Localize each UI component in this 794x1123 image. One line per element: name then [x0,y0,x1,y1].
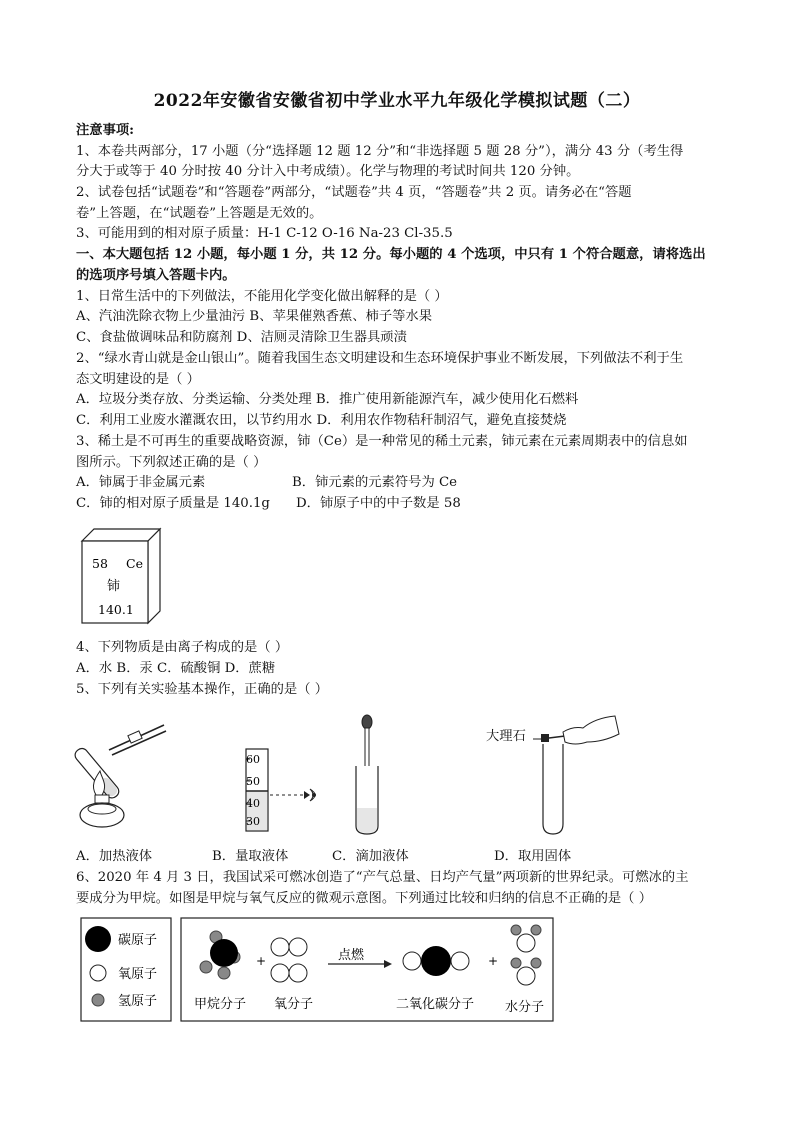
cylinder-tick-40: 40 [246,797,260,810]
q3-option-d: D．铈原子中的中子数是 58 [296,496,461,511]
oxygen-molecule-label: 氧分子 [274,997,314,1012]
methane-label: 甲烷分子 [194,997,247,1012]
q5-stem: 5、下列有关实验基本操作，正确的是（ ） [76,682,329,697]
section-1-instruction: 一、本大题包括 12 小题，每小题 1 分，共 12 分。每小题的 4 个选项，中只有 1 个符合题意，请将选出 [76,247,706,262]
plus-1: + [256,954,267,968]
q3-stem-cont: 图所示。下列叙述正确的是（ ） [76,455,267,470]
hydrogen-atom-icon [92,994,104,1006]
heating-liquid-figure [74,715,174,835]
cylinder-tick-50: 50 [246,775,260,788]
q5-option-c: C．滴加液体 [332,849,409,864]
note-1a: 1、本卷共两部分，17 小题（分“选择题 12 题 12 分”和“非选择题 5 题 28 分”），满分 43 分（考生得 [76,144,684,159]
q4-stem: 4、下列物质是由离子构成的是（ ） [76,640,289,655]
measuring-cylinder-figure [236,745,336,835]
legend-carbon: 碳原子 [118,933,158,948]
cell-element-name: 铈 [107,579,121,594]
cylinder-tick-30: 30 [246,815,260,828]
note-3: 3、可能用到的相对原子质量：H-1 C-12 O-16 Na-23 Cl-35.5 [76,226,453,241]
q2-stem: 2、“绿水青山就是金山银山”。随着我国生态文明建设和生态环境保护事业不断发展，下列做法不利于生 [76,351,684,366]
q1-options-cd: C、食盐做调味品和防腐剂 D、洁厕灵清除卫生器具顽渍 [76,330,407,345]
q4-options: A．水 B．汞 C．硫酸铜 D．蔗糖 [76,661,276,676]
cell-symbol: Ce [126,556,143,571]
q2-stem-cont: 态文明建设的是（ ） [76,372,200,387]
cylinder-tick-60: 60 [246,753,260,766]
reaction-diagram [180,917,554,1022]
co2-label: 二氧化碳分子 [396,997,475,1012]
q3-option-c: C．铈的相对原子质量是 140.1g [76,496,270,511]
q5-option-d: D．取用固体 [494,849,572,864]
q1-options-ab: A、汽油洗除衣物上少量油污 B、苹果催熟香蕉、柿子等水果 [76,309,433,324]
water-label: 水分子 [505,1000,545,1015]
plus-2: + [488,954,499,968]
q6-stem-cont: 要成分为甲烷。如图是甲烷与氧气反应的微观示意图。下列通过比较和归纳的信息不正确的是（ ） [76,891,652,906]
notes-heading: 注意事项: [76,123,135,138]
reaction-condition: 点燃 [338,948,365,963]
note-1b: 分大于或等于 40 分时按 40 分计入中考成绩）。化学与物理的考试时间共 120 分钟。 [76,164,580,179]
q3-stem: 3、稀土是不可再生的重要战略资源，铈（Ce）是一种常见的稀土元素，铈元素在元素周期表中的信息如 [76,434,688,449]
periodic-cell-figure [76,525,166,625]
q2-options-ab: A．垃圾分类存放、分类运输、分类处理 B．推广使用新能源汽车，减少使用化石燃料 [76,392,579,407]
note-2a: 2、试卷包括“试题卷”和“答题卷”两部分，“试题卷”共 4 页，“答题卷”共 2 页。请务必在“答题 [76,185,632,200]
q2-options-cd: C．利用工业废水灌溉农田，以节约用水 D．利用农作物秸秆制沼气，避免直接焚烧 [76,413,567,428]
note-2b: 卷”上答题，在“试题卷”上答题是无效的。 [76,206,323,221]
q5-option-a: A．加热液体 [76,849,153,864]
q3-option-b: B．铈元素的元素符号为 Ce [292,475,458,490]
solid-taking-figure [525,712,625,837]
oxygen-atom-icon [90,965,106,981]
q1-stem: 1、日常生活中的下列做法，不能用化学变化做出解释的是（ ） [76,289,448,304]
legend-hydrogen: 氢原子 [118,994,158,1009]
cell-atomic-number: 58 [92,556,108,571]
hand-icon [563,716,619,744]
q3-option-a: A．铈属于非金属元素 [76,475,206,490]
section-1-instruction-cont: 的选项序号填入答题卡内。 [76,268,236,283]
page-title: 2022年安徽省安徽省初中学业水平九年级化学模拟试题（二） [153,91,641,111]
q5-option-b: B．量取液体 [212,849,289,864]
q6-stem: 6、2020 年 4 月 3 日，我国试采可燃冰创造了“产气总量、日均产气量”两项新的世界纪录。可燃冰的主 [76,870,689,885]
arrow-icon [304,791,310,799]
marble-label: 大理石 [486,729,526,744]
dropper-figure [350,712,386,837]
legend-oxygen: 氧原子 [118,967,158,982]
atom-legend [80,917,172,1022]
carbon-atom-icon [85,926,111,952]
cell-atomic-mass: 140.1 [98,602,134,617]
